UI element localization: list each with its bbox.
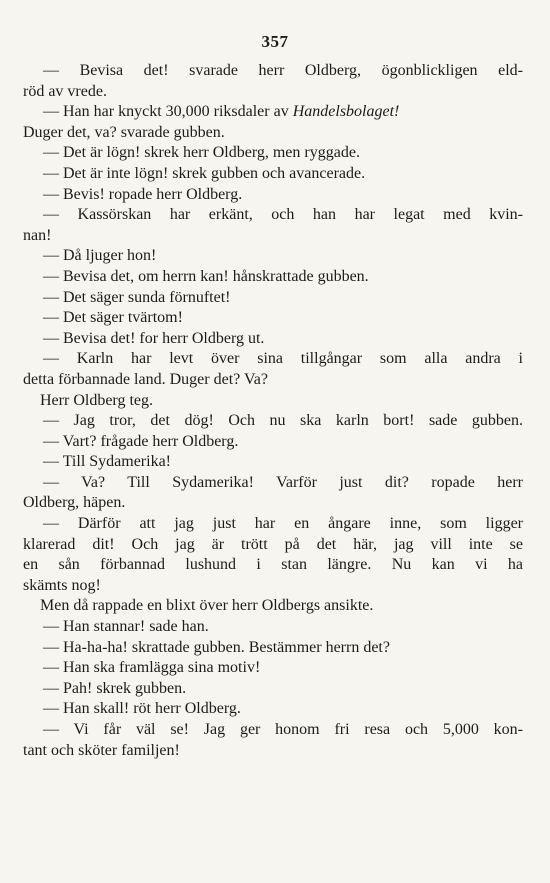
text-line: röd av vrede.	[23, 82, 107, 100]
text-line: Oldberg, häpen.	[23, 494, 126, 512]
text-line: en sån förbannad lushund i stan längre. Nu kan vi ha	[23, 556, 523, 574]
text-line: — Bevisa det! svarade herr Oldberg, ögonblickligen eld-	[43, 62, 523, 79]
text-line: klarerad dit! Och jag är trött på det här, jag vill inte se	[23, 535, 523, 553]
text-line: — Bevisa det, om herrn kan! hånskrattade gubben.	[43, 267, 369, 285]
text-line: — Jag tror, det dög! Och nu ska karln bort! sade gubben.	[43, 412, 523, 430]
text-line: — Vart? frågade herr Oldberg.	[43, 432, 239, 450]
text-line: Duger det, va? svarade gubben.	[23, 123, 225, 141]
text-line: skämts nog!	[23, 576, 101, 594]
text-line: — Han stannar! sade han.	[43, 618, 209, 636]
text-line: — Karln har levt över sina tillgångar som alla andra i	[43, 350, 523, 368]
text-line: — Då ljuger hon!	[43, 247, 157, 265]
text-line: — Kassörskan har erkänt, och han har legat med kvin-	[43, 206, 523, 224]
text-line: — Va? Till Sydamerika! Varför just dit? ropade herr	[43, 473, 523, 491]
text-line: Herr Oldberg teg.	[40, 391, 153, 409]
text-line	[23, 102, 523, 123]
text-line: — Det är lögn! skrek herr Oldberg, men ryggade.	[43, 144, 360, 162]
body-text	[23, 61, 523, 761]
text-line: — Vi får väl se! Jag ger honom fri resa och 5,000 kon-	[43, 721, 523, 738]
text-line: tant och sköter familjen!	[23, 741, 180, 759]
text-line: — Bevis! ropade herr Oldberg.	[43, 185, 243, 203]
text-line: — Han skall! röt herr Oldberg.	[43, 700, 241, 718]
text-line: nan!	[23, 226, 52, 244]
text-line: — Därför att jag just har en ångare inne, som ligger	[43, 515, 523, 533]
text-line: — Pah! skrek gubben.	[43, 679, 187, 697]
text-line: detta förbannade land. Duger det? Va?	[23, 370, 268, 388]
text-line: — Han ska framlägga sina motiv!	[43, 659, 261, 677]
text-line: — Det säger sunda förnuftet!	[43, 288, 231, 306]
text-line: — Till Sydamerika!	[43, 453, 172, 471]
italic-company-name: Handelsbolaget!	[292, 103, 400, 121]
text-line: — Det är inte lögn! skrek gubben och avancerade.	[43, 164, 366, 182]
page-number: 357	[261, 32, 289, 51]
text-line: — Det säger tvärtom!	[43, 309, 183, 327]
text-line: Men då rappade en blixt över herr Oldbergs ansikte.	[40, 597, 374, 615]
text-line-part: — Han har knyckt 30,000 riksdaler av	[43, 103, 293, 121]
text-line: — Ha-ha-ha! skrattade gubben. Bestämmer herrn det?	[43, 638, 390, 656]
text-line: — Bevisa det! for herr Oldberg ut.	[43, 329, 265, 347]
